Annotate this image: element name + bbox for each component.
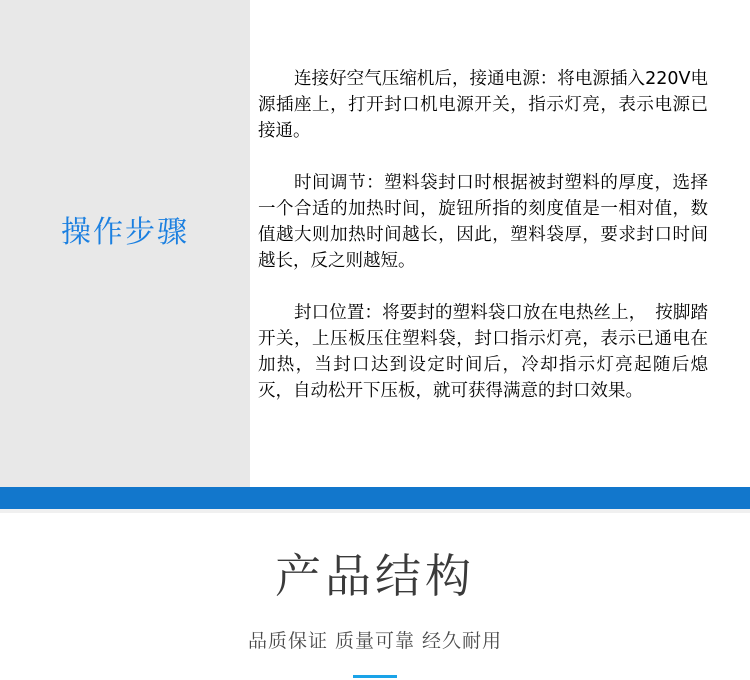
accent-underline — [353, 675, 397, 678]
page-title: 产品结构 — [275, 549, 475, 603]
product-structure-section — [0, 513, 750, 680]
paragraph-time-adjustment: 时间调节：塑料袋封口时根据被封塑料的厚度，选择一个合适的加热时间，旋钮所指的刻度值是一相对值，数值越大则加热时间越长，因此，塑料袋厚，要求封口时间越长，反之则越短。 — [258, 173, 708, 271]
section-title-operation-steps: 操作步骤 — [61, 215, 189, 250]
paragraph-sealing-position: 封口位置：将要封的塑料袋口放在电热丝上， 按脚踏开关，上压板压住塑料袋，封口指示灯亮，表示已通电在加热，当封口达到设定时间后，冷却指示灯亮起随后熄灭，自动松开下压板，就可获得满意的封口效果。 — [258, 303, 708, 401]
gray-side-panel — [0, 0, 250, 487]
blue-divider-bar — [0, 487, 750, 509]
operation-steps-text-block — [258, 0, 750, 487]
page-subtitle: 品质保证 质量可靠 经久耐用 — [247, 630, 503, 652]
paragraph-power-connection: 连接好空气压缩机后，接通电源：将电源插入220V电源插座上，打开封口机电源开关，指示灯亮，表示电源已接通。 — [258, 69, 708, 141]
